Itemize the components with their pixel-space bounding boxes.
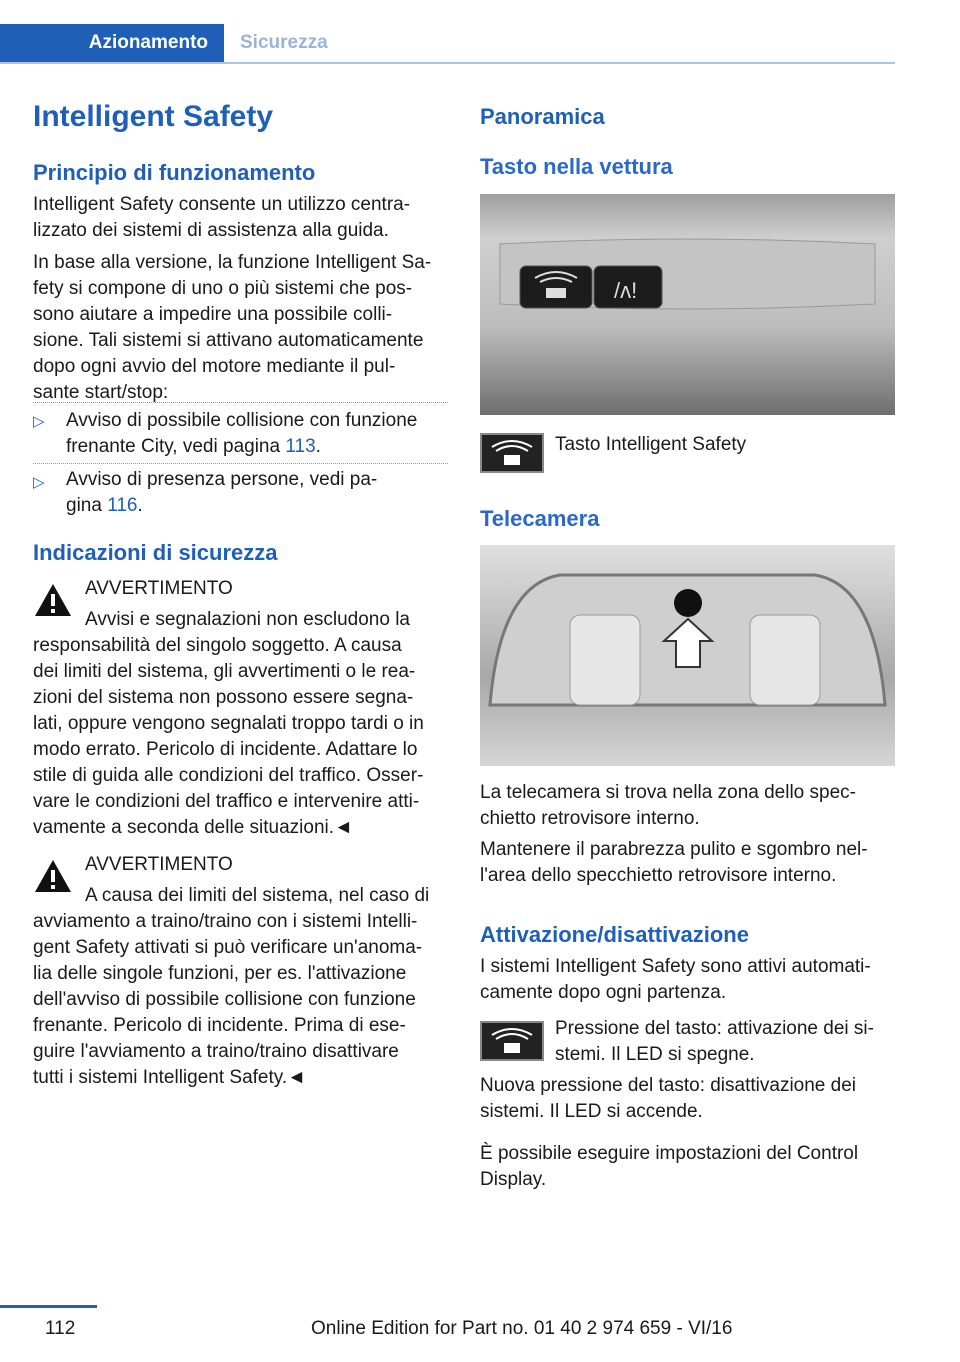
warning-icon [33,582,73,618]
footer-rule [0,1305,97,1308]
divider [33,463,448,464]
list-item-collisione: Avviso di possibile collisione con funzione frenante City, vedi pagina 113. [66,410,418,457]
section-heading-panoramica: Panoramica [480,104,605,129]
tab-sicurezza[interactable]: Sicurezza [240,32,328,53]
warning-label: AVVERTIMENTO [85,578,233,599]
svg-text:/ʌ!: /ʌ! [614,278,638,303]
paragraph-settings: È possibile eseguire impostazioni del Control Display. [480,1143,859,1190]
warning-text-first: Avvisi e segnalazioni non escludono la [85,609,410,630]
paragraph-versions: In base alla versione, la funzione Intelligent Sa- fety si compone di uno o più sistemi che pos- sono aiutare a impedire una possibile colli- sione. Tali sistemi si attivano automaticamente dopo ogni avvio del motore mediante il pul- sante start/stop: [33,252,432,403]
paragraph-activation: I sistemi Intelligent Safety sono attivi automati- camente dopo ogni partenza. [480,956,871,1003]
list-item-persone: Avviso di presenza persone, vedi pa- gina 116. [66,469,378,516]
intelligent-safety-button-icon [480,433,544,473]
page-link-113[interactable]: 113 [285,436,316,457]
button-caption: Tasto Intelligent Safety [555,434,747,455]
section-heading-sicurezza: Indicazioni di sicurezza [33,540,278,565]
tab-azionamento[interactable]: Azionamento [0,24,224,62]
paragraph-press: Pressione del tasto: attivazione dei si- stemi. Il LED si spegne. [555,1018,874,1065]
paragraph-press-again: Nuova pressione del tasto: disattivazione dei sistemi. Il LED si accende. [480,1075,857,1122]
subheading-telecamera: Telecamera [480,506,600,531]
paragraph-intro: Intelligent Safety consente un utilizzo centra- lizzato dei sistemi di assistenza alla guida. [33,194,411,241]
page-number: 112 [45,1318,76,1339]
section-heading-attivazione: Attivazione/disattivazione [480,922,749,947]
warning-text-first: A causa dei limiti del sistema, nel caso di [85,885,430,906]
page-title: Intelligent Safety [33,100,274,133]
divider [33,402,448,403]
warning-text: avviamento a traino/traino con i sistemi Intelli- gent Safety attivati si può verificare un'anoma- lia delle singole funzioni, per es. l'attivazione dell'avviso di possibile collisione con funzione frenante. Pericolo di incidente. Prima di ese- guire l'avviamento a traino/traino disattivare tutti i sistemi Intelligent Safety.◄ [33,911,423,1088]
bullet-triangle-icon: ▷ [33,413,45,430]
warning-icon [33,858,73,894]
intelligent-safety-button-icon [480,1021,544,1061]
camera-photo [480,545,895,766]
bullet-triangle-icon: ▷ [33,474,45,491]
section-heading-principio: Principio di funzionamento [33,160,316,185]
edition-note: Online Edition for Part no. 01 40 2 974 659 - VI/16 [311,1318,733,1339]
paragraph-camera-clean: Mantenere il parabrezza pulito e sgombro nel- l'area dello specchietto retrovisore interno. [480,839,868,886]
page-link-116[interactable]: 116 [107,495,138,516]
paragraph-camera-location: La telecamera si trova nella zona dello spec- chietto retrovisore interno. [480,782,856,829]
warning-label: AVVERTIMENTO [85,854,233,875]
warning-text: responsabilità del singolo soggetto. A causa dei limiti del sistema, gli avvertimenti o le rea- zioni del sistema non possono essere segna- lati, oppure vengono segnalati troppo tardi o in modo errato. Pericolo di incidente. Adattare lo stile di guida alle condizioni del traffico. Osser- vare le condizioni del traffico e intervenire atti- vamente a seconda delle situazioni.◄ [33,635,424,838]
subheading-tasto: Tasto nella vettura [480,154,673,179]
button-panel-photo [480,194,895,415]
